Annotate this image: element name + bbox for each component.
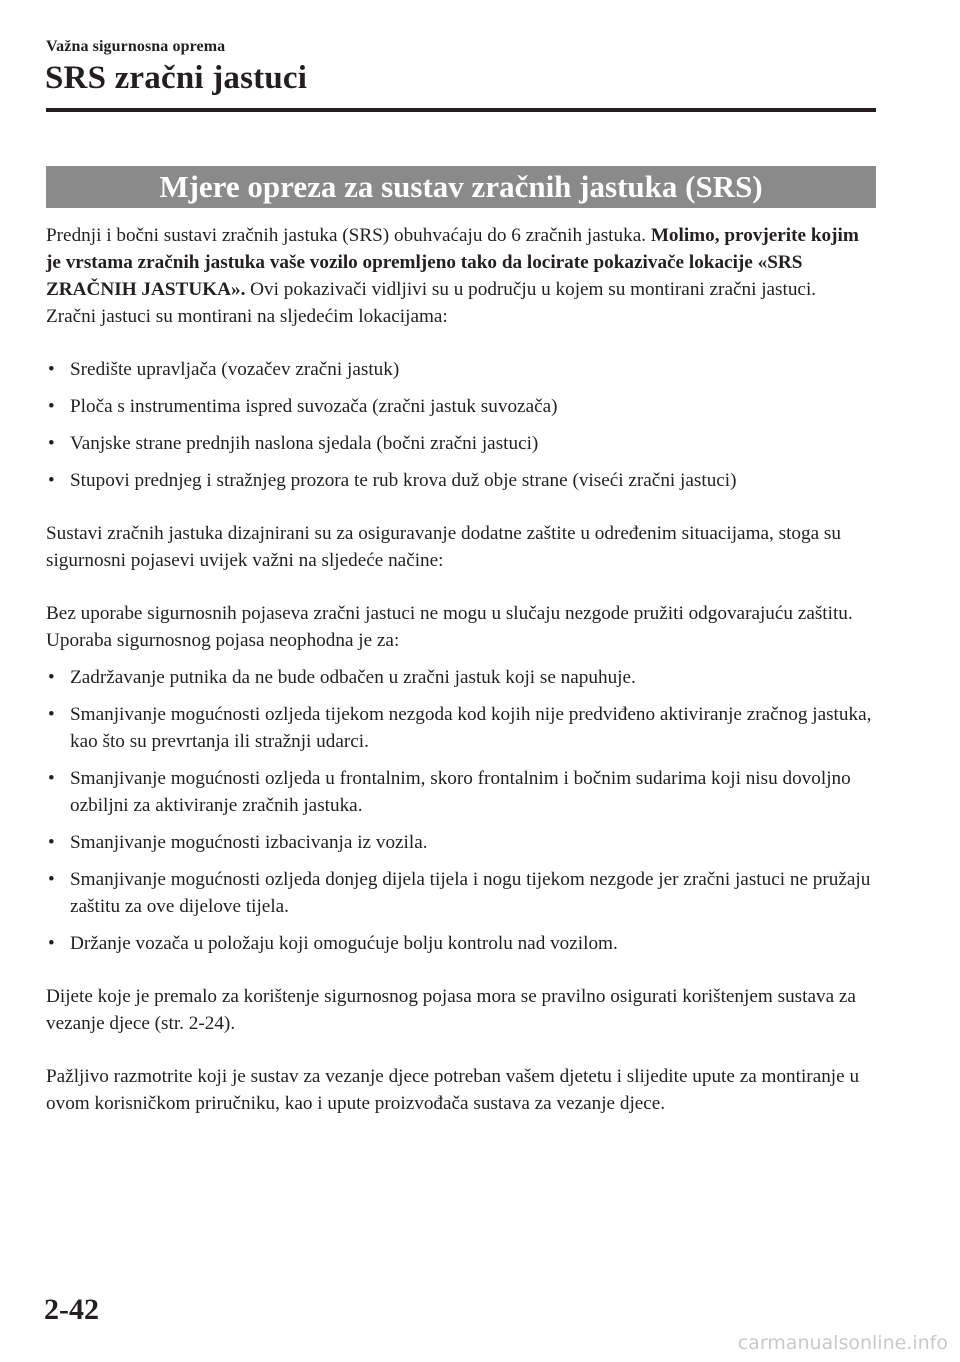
list-item: [46, 467, 876, 494]
list-item: [46, 829, 876, 856]
belt-reasons-list: [46, 664, 876, 957]
list-item: [46, 430, 876, 457]
list-item-text: Smanjivanje mogućnosti izbacivanja iz vozila.: [70, 832, 428, 853]
list-item: [46, 356, 876, 383]
section-label: Važna sigurnosna oprema: [46, 38, 226, 55]
list-item-text: Smanjivanje mogućnosti ozljeda donjeg dijela tijela i nogu tijekom nezgode jer zračni jastuci ne pružaju zaštitu za ove dijelove tijela.: [70, 869, 871, 917]
locations-intro: Zračni jastuci su montirani na sljedećim lokacijama:: [46, 306, 448, 327]
list-item-text: Držanje vozača u položaju koji omogućuje bolju kontrolu nad vozilom.: [70, 933, 618, 954]
intro-text-continued: Ovi pokazivači vidljivi su u području u kojem su montirani zračni jastuci.: [245, 279, 817, 300]
bullet-icon: •: [48, 768, 55, 789]
list-item: [46, 930, 876, 957]
bullet-icon: •: [48, 832, 55, 853]
list-item: [46, 664, 876, 691]
intro-paragraph: [46, 222, 876, 303]
bullet-icon: •: [48, 933, 55, 954]
bullet-icon: •: [48, 667, 55, 688]
list-item-text: Vanjske strane prednjih naslona sjedala (bočni zračni jastuci): [70, 433, 539, 454]
list-item-text: Središte upravljača (vozačev zračni jastuk): [70, 359, 400, 380]
child-paragraph: Dijete koje je premalo za korištenje sigurnosnog pojasa mora se pravilno osigurati korištenjem sustava za vezanje djece (str. 2-24).: [46, 986, 856, 1034]
bullet-icon: •: [48, 359, 55, 380]
page-content: [46, 222, 876, 1117]
list-item-text: Smanjivanje mogućnosti ozljeda tijekom nezgoda kod kojih nije predviđeno aktiviranje zračnog jastuka, kao što su prevrtanja ili stražnji udarci.: [70, 704, 872, 752]
bullet-icon: •: [48, 869, 55, 890]
list-item: [46, 765, 876, 819]
intro-text: Prednji i bočni sustavi zračnih jastuka (SRS) obuhvaćaju do 6 zračnih jastuka.: [46, 225, 651, 246]
belts-paragraph: Bez uporabe sigurnosnih pojaseva zračni jastuci ne mogu u slučaju nezgode pružiti odgovarajuću zaštitu. Uporaba sigurnosnog pojasa neophodna je za:: [46, 603, 853, 651]
section-banner: Mjere opreza za sustav zračnih jastuka (SRS): [46, 166, 876, 208]
bullet-icon: •: [48, 396, 55, 417]
locations-list: [46, 356, 876, 494]
list-item: [46, 866, 876, 920]
bullet-icon: •: [48, 470, 55, 491]
list-item-text: Zadržavanje putnika da ne bude odbačen u zračni jastuk koji se napuhuje.: [70, 667, 636, 688]
list-item: [46, 701, 876, 755]
intro-bold-text: Molimo, provjerite kojim je vrstama zračnih jastuka vaše vozilo opremljeno tako da locirate pokazivače lokacije «SRS ZRAČNIH JASTUKA».: [46, 225, 859, 300]
page-number: 2-42: [44, 1293, 99, 1326]
consider-paragraph: Pažljivo razmotrite koji je sustav za vezanje djece potreban vašem djetetu i slijedite upute za montiranje u ovom korisničkom priručniku, kao i upute proizvođača sustava za vezanje djece.: [46, 1066, 860, 1114]
bullet-icon: •: [48, 704, 55, 725]
list-item: [46, 393, 876, 420]
list-item-text: Ploča s instrumentima ispred suvozača (zračni jastuk suvozača): [70, 396, 558, 417]
watermark: carmanualsonline.info: [737, 1332, 948, 1354]
systems-paragraph: Sustavi zračnih jastuka dizajnirani su za osiguravanje dodatne zaštite u određenim situacijama, stoga su sigurnosni pojasevi uvijek važni na sljedeće načine:: [46, 523, 841, 571]
title-divider: [46, 108, 876, 112]
page-title: SRS zračni jastuci: [45, 60, 308, 96]
list-item-text: Stupovi prednjeg i stražnjeg prozora te rub krova duž obje strane (viseći zračni jastuci): [70, 470, 737, 491]
bullet-icon: •: [48, 433, 55, 454]
list-item-text: Smanjivanje mogućnosti ozljeda u frontalnim, skoro frontalnim i bočnim sudarima koji nisu dovoljno ozbiljni za aktiviranje zračnih jastuka.: [70, 768, 851, 816]
